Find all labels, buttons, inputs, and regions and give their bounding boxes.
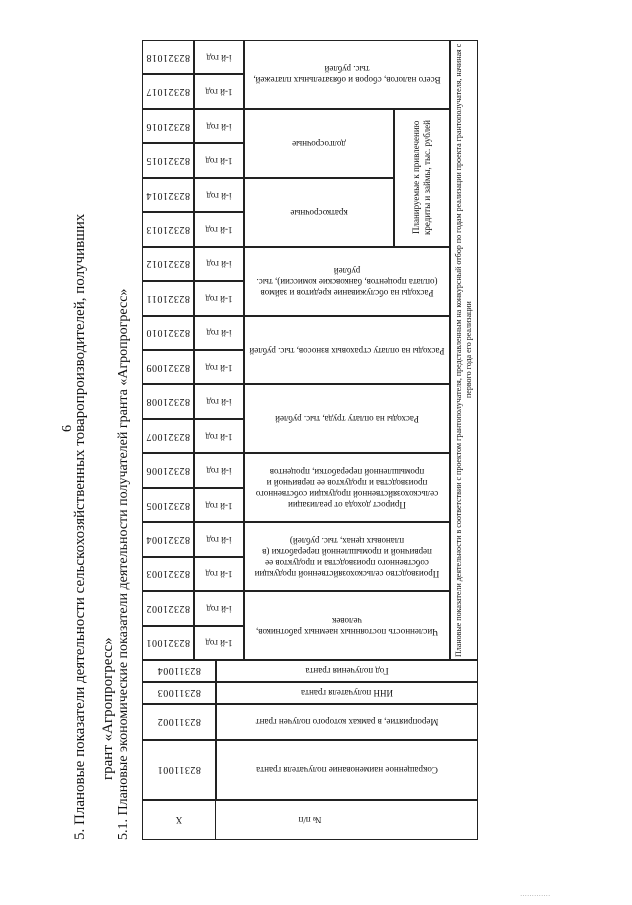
year-label-cell [194, 522, 244, 556]
plan-header [450, 40, 478, 660]
year-label-cell [194, 419, 244, 453]
year-label-cell [194, 350, 244, 384]
year-label-cell [194, 178, 244, 212]
indicator-code-cell [142, 591, 194, 625]
short-name-code-text: 82311001 [157, 764, 201, 776]
indicator-code-cell [142, 350, 194, 384]
section-title-line2: грант «Агропрогресс» [100, 637, 116, 780]
year-label-cell [194, 40, 244, 74]
indicator-label-5 [244, 316, 450, 385]
year-label-cell [194, 74, 244, 108]
indicator-code-text: 82321002 [146, 602, 190, 614]
footer-mark: ············· [520, 892, 551, 900]
indicator-code-text: 82321008 [146, 396, 190, 408]
indicator-code-text: 82321001 [146, 637, 190, 649]
year-label-cell [194, 626, 244, 660]
credits-header [394, 109, 450, 247]
year-label-text: 1-й год [205, 362, 233, 373]
indicator-code-text: 82321018 [146, 51, 190, 63]
inn-code-text: 82311003 [157, 687, 201, 699]
indicator-code-text: 82321014 [146, 189, 190, 201]
indicator-code-text: 82321005 [146, 499, 190, 511]
year-label-text: 1-й год [205, 293, 233, 304]
indicator-code-text: 82321010 [146, 327, 190, 339]
short-name-code [142, 740, 216, 800]
indicator-label-text: Расходы на оплату страховых взносов, тыс. рублей [249, 345, 445, 356]
row-marker [142, 800, 216, 840]
year-label-text: i-й год [206, 534, 232, 545]
year-label-text: 1-й год [205, 569, 233, 580]
year-label-cell [194, 143, 244, 177]
indicator-label-text: Прирост дохода от реализации сельскохозяйственной продукции собственного производства и продуктов ее первичной и промышленной переработки, процентов [255, 466, 439, 510]
year-label-text: i-й год [206, 328, 232, 339]
indicator-code-cell [142, 143, 194, 177]
indicator-label-7 [244, 178, 394, 247]
year-label-text: i-й год [206, 466, 232, 477]
year-label-cell [194, 488, 244, 522]
indicator-label-2 [244, 522, 450, 591]
indicator-code-cell [142, 453, 194, 487]
inn-header [216, 682, 478, 704]
row-marker-text: X [175, 815, 183, 826]
indicator-code-text: 82321015 [146, 155, 190, 167]
indicator-label-text: Всего налогов, сборов и обязательных платежей, тыс. рублей [253, 64, 441, 86]
indicator-label-text: Расходы на оплату труда, тыс. рублей [275, 414, 419, 425]
indicator-code-text: 82321012 [146, 258, 190, 270]
indicator-label-9 [244, 40, 450, 109]
year-label-text: 1-й год [205, 87, 233, 98]
year-label-cell [194, 591, 244, 625]
indicator-label-text: Расходы на обслуживание кредитов и займов (оплата процентов, банковские комиссии), тыс. рублей [256, 265, 438, 298]
year-label-text: i-й год [206, 259, 232, 270]
year-label-text: 1-й год [205, 638, 233, 649]
indicator-code-text: 82321006 [146, 465, 190, 477]
year-label-cell [194, 316, 244, 350]
year-label-text: i-й год [206, 52, 232, 63]
indicator-label-3 [244, 453, 450, 522]
year-label-cell [194, 212, 244, 246]
event-header [216, 704, 478, 740]
indicator-code-text: 82321009 [146, 361, 190, 373]
indicator-code-cell [142, 522, 194, 556]
indicator-code-cell [142, 488, 194, 522]
indicator-code-cell [142, 316, 194, 350]
year-code [142, 660, 216, 682]
page-number: 6 [60, 425, 75, 432]
indicator-code-cell [142, 40, 194, 74]
year-label-cell [194, 247, 244, 281]
indicator-label-4 [244, 384, 450, 453]
indicator-code-text: 82321011 [146, 292, 190, 304]
year-label-text: 1-й год [205, 156, 233, 167]
indicator-label-text: долгосрочные [292, 138, 346, 149]
year-label-text: i-й год [206, 603, 232, 614]
event-code-text: 82311002 [157, 716, 201, 728]
indicator-code-cell [142, 247, 194, 281]
indicator-code-cell [142, 626, 194, 660]
short-name-header [216, 740, 478, 800]
indicator-code-cell [142, 74, 194, 108]
indicator-code-cell [142, 384, 194, 418]
year-label-text: 1-й год [205, 500, 233, 511]
indicator-label-6 [244, 247, 450, 316]
year-label-cell [194, 453, 244, 487]
inn-label: ИНН получателя гранта [300, 688, 394, 699]
event-code [142, 704, 216, 740]
year-label-text: 1-й год [205, 224, 233, 235]
section-title-line1: 5. Плановые показатели деятельности сельскохозяйственных товаропроизводителей, получивших [72, 213, 88, 840]
indicator-label-text: Численность постоянных наемных работников, человек [255, 615, 439, 637]
short-name-label: Сокращенное наименование получателя гранта [256, 765, 438, 776]
header-num: № п/п [298, 815, 322, 826]
year-label-cell [194, 557, 244, 591]
credits-header-text: Планируемые к привлечению кредиты и займы, тыс. рублей [411, 120, 432, 236]
year-label-text: i-й год [206, 121, 232, 132]
indicator-label-text: краткосрочные [290, 207, 348, 218]
year-label: Год получения гранта [305, 666, 389, 677]
indicator-code-cell [142, 178, 194, 212]
plan-header-text: Плановые показатели деятельности в соответствии с проектом грантополучателя, представленным на конкурсный отбор по годам реализации проекта грантополучателя, начиная с первого года его реализации [454, 43, 473, 657]
indicator-code-cell [142, 212, 194, 246]
inn-code [142, 682, 216, 704]
indicator-label-1 [244, 591, 450, 660]
indicator-code-cell [142, 109, 194, 143]
indicator-code-cell [142, 419, 194, 453]
indicator-label-text: Производство сельскохозяйственной продукции собственного производства и продуктов ее первичной и промышленной переработки (в плановых ценах, тыс. рублей) [254, 535, 440, 579]
year-label-cell [194, 384, 244, 418]
year-code-text: 82311004 [157, 665, 201, 677]
year-label-text: i-й год [206, 397, 232, 408]
indicator-code-text: 82321004 [146, 533, 190, 545]
indicator-code-cell [142, 281, 194, 315]
year-label-text: 1-й год [205, 431, 233, 442]
indicator-code-text: 82321003 [146, 568, 190, 580]
indicator-code-text: 82321013 [146, 223, 190, 235]
indicator-code-cell [142, 557, 194, 591]
event-label: Мероприятие, в рамках которого получен грант [255, 717, 439, 728]
indicator-code-text: 82321016 [146, 120, 190, 132]
indicators-table [142, 40, 478, 840]
indicator-code-text: 82321017 [146, 86, 190, 98]
indicator-label-8 [244, 109, 394, 178]
year-label-cell [194, 281, 244, 315]
year-label-text: i-й год [206, 190, 232, 201]
year-label-cell [194, 109, 244, 143]
subsection-title: 5.1. Плановые экономические показатели деятельности получателей гранта «Агропрогресс» [116, 288, 131, 840]
year-header [216, 660, 478, 682]
indicator-code-text: 82321007 [146, 430, 190, 442]
